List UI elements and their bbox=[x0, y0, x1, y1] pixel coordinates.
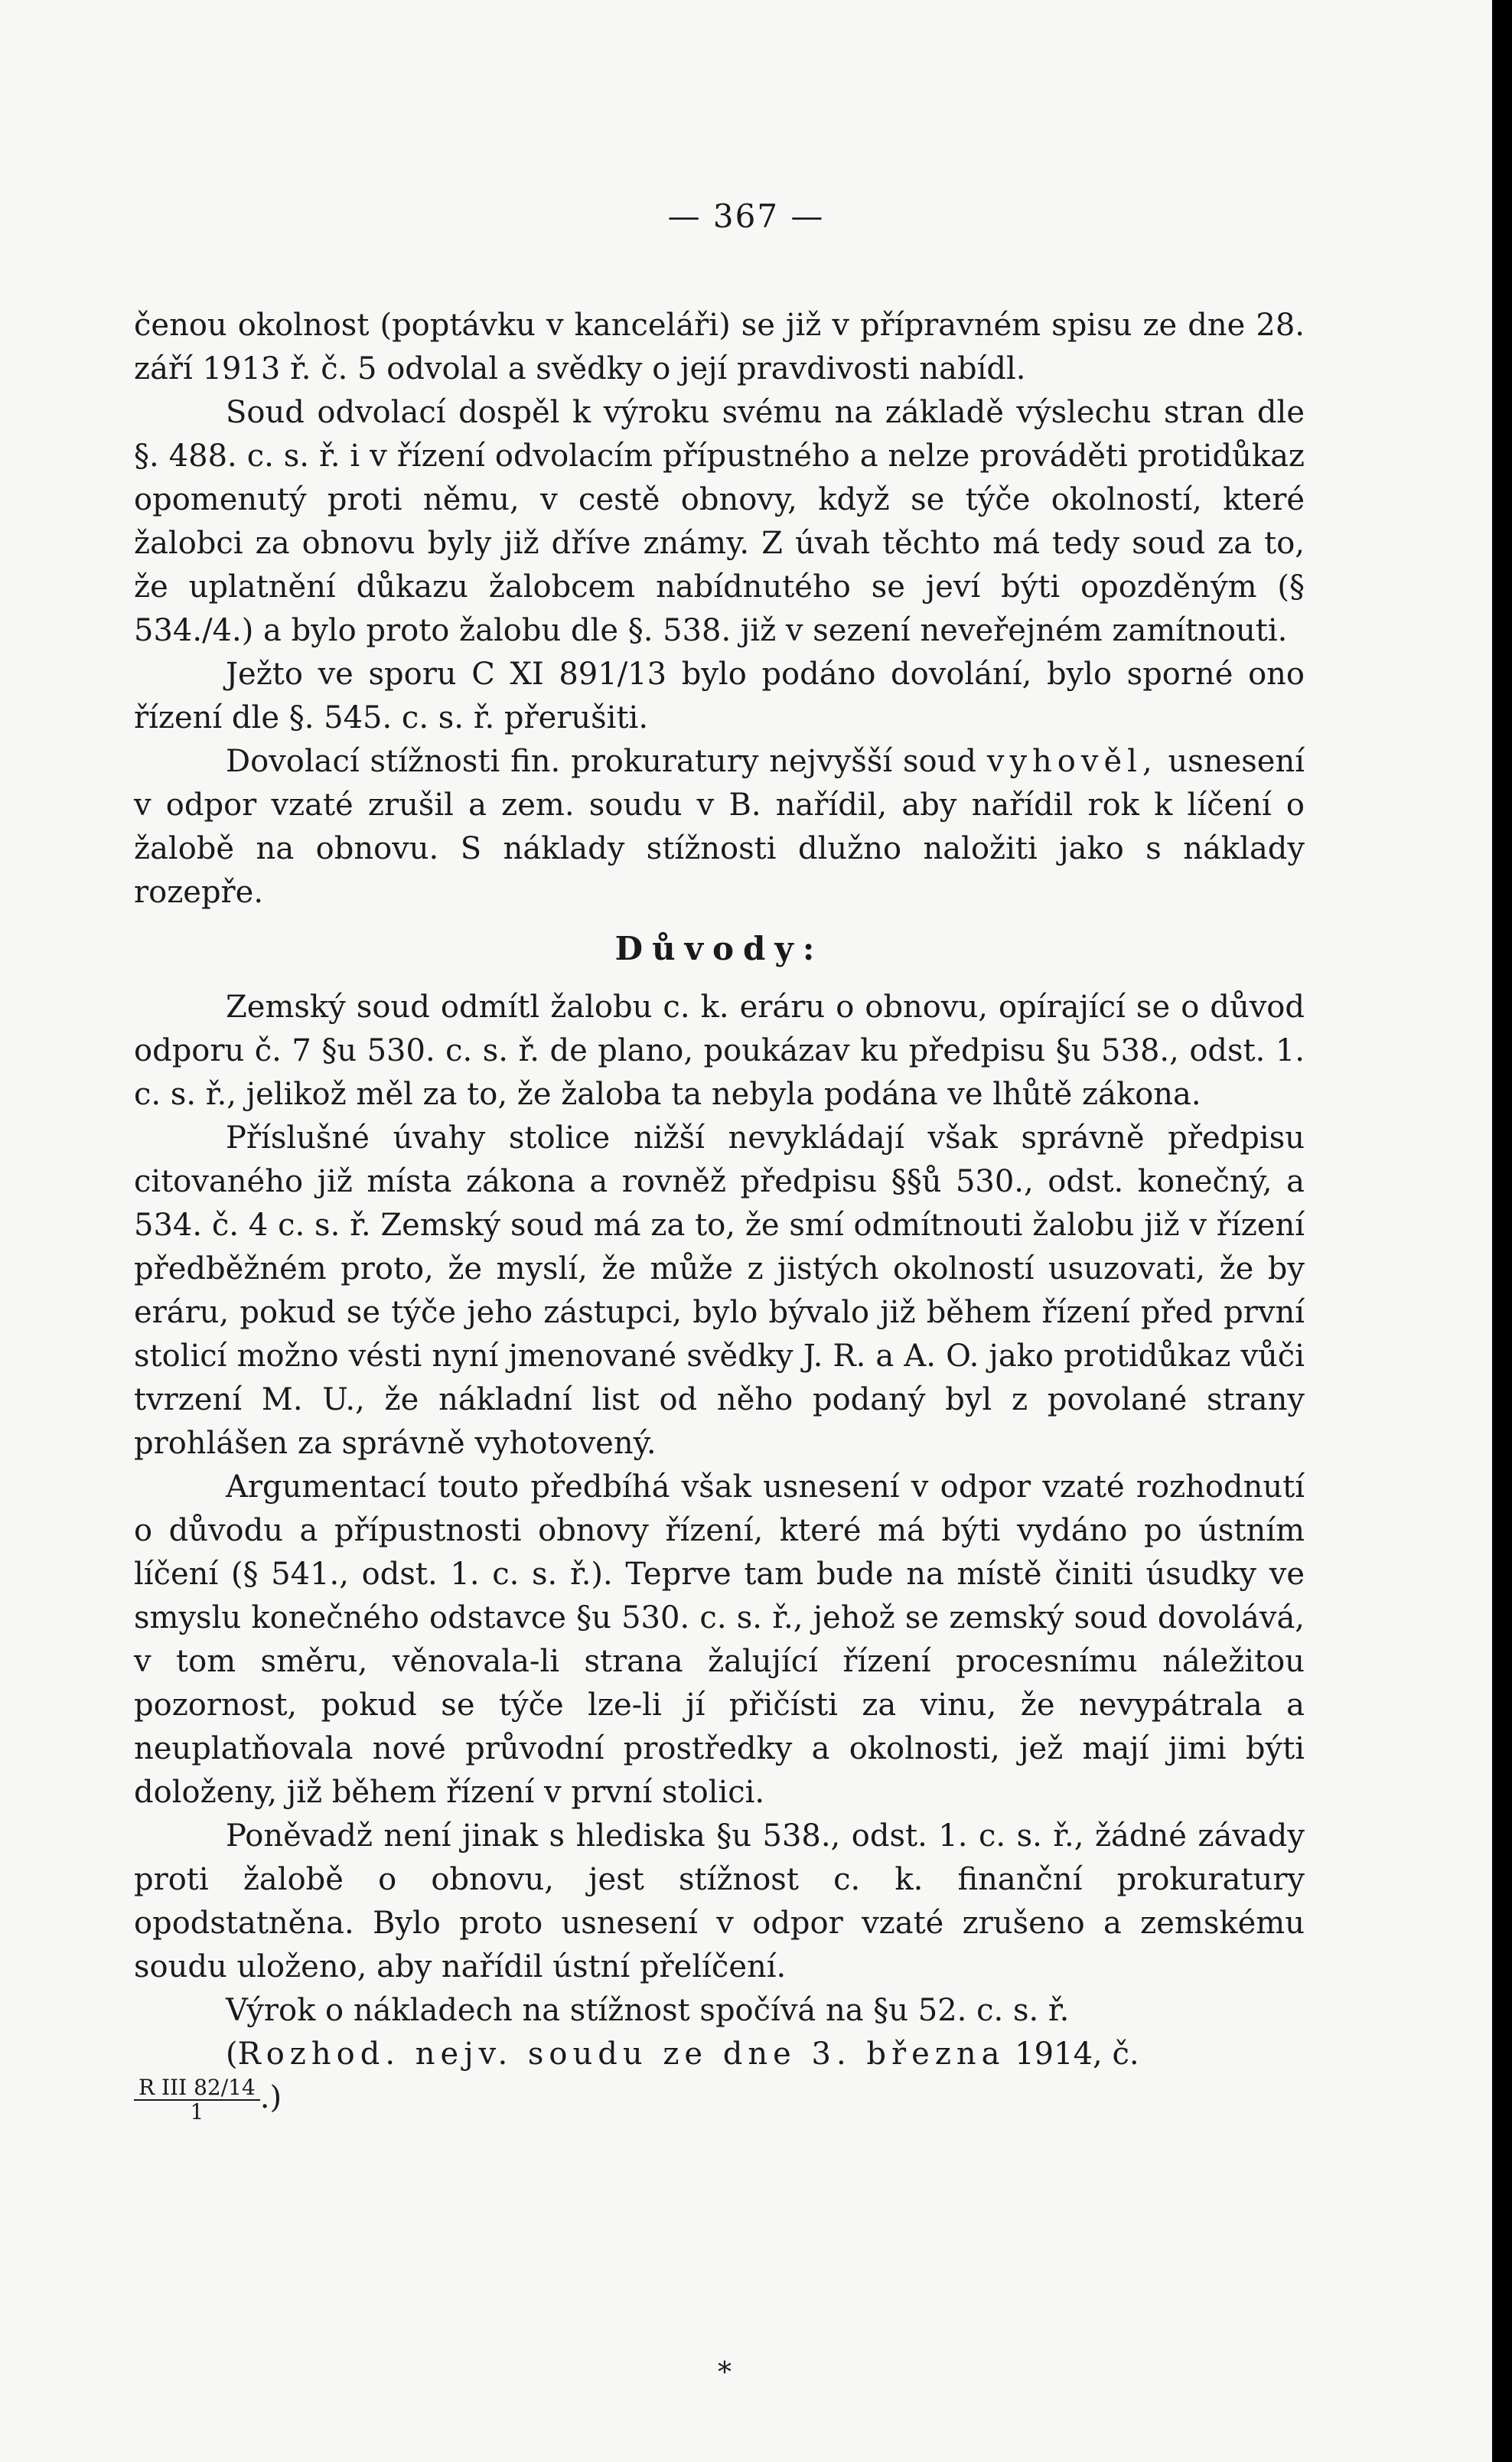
paragraph-4 bbox=[134, 740, 1305, 915]
paragraph-5: Zemský soud odmítl žalobu c. k. eráru o obnovu, opírající se o důvod odporu č. 7 §u 530. c. s. ř. de plano, poukázav ku předpisu §u 538., odst. 1. c. s. ř., jelikož měl za to, že žaloba ta nebyla podána ve lhůtě zákona. bbox=[134, 990, 1305, 1112]
body-text bbox=[134, 304, 1305, 2124]
reference-close: .) bbox=[259, 2080, 282, 2115]
page-number: — 367 — bbox=[667, 197, 825, 235]
paragraph-6: Příslušné úvahy stolice nižší nevykládají však správně předpisu citovaného již místa zákona a rovněž předpisu §§ů 530., odst. konečný, a 534. č. 4 c. s. ř. Zemský soud má za to, že smí odmítnouti žalobu již v řízení předběžném proto, že myslí, že může z jistých okolností usuzovati, že by eráru, pokud se týče jeho zástupci, bylo bývalo již během řízení před první stolicí možno vésti nyní jmenované svědky J. R. a A. O. jako protidůkaz vůči tvrzení M. U., že nákladní list od něho podaný byl z povolané strany prohlášen za správně vyhotovený. bbox=[134, 1120, 1305, 1461]
paragraph-4-start: Dovolací stížnosti fin. prokuratury nejvyšší soud bbox=[226, 744, 976, 779]
paragraph-2: Soud odvolací dospěl k výroku svému na základě výslechu stran dle §. 488. c. s. ř. i v řízení odvolacím přípustného a nelze prováděti protidůkaz opomenutý proti němu, v cestě obnovy, když se týče okolností, které žalobci za obnovu byly již dříve známy. Z úvah těchto má tedy soud za to, že uplatnění důkazu žalobcem nabídnutého se jeví býti opozděným (§ 534./4.) a bylo proto žalobu dle §. 538. již v sezení neveřejném zamítnouti. bbox=[134, 395, 1305, 648]
citation-open: ( bbox=[226, 2036, 238, 2072]
paragraph-7: Argumentací touto předbíhá však usnesení v odpor vzaté rozhodnutí o důvodu a přípustnosti obnovy řízení, které má býti vydáno po ústním líčení (§ 541., odst. 1. c. s. ř.). Teprve tam bude na místě činiti úsudky ve smyslu konečného odstavce §u 530. c. s. ř., jehož se zemský soud dovolává, v tom směru, věnovala-li strana žalující řízení procesnímu náležitou pozornost, pokud se týče lze-li jí přičísti za vinu, že nevypátrala a neuplatňovala nové průvodní prostředky a okolnosti, jež mají jimi býti doloženy, již během řízení v první stolici. bbox=[134, 1469, 1305, 1810]
paragraph-8: Poněvadž není jinak s hlediska §u 538., odst. 1. c. s. ř., žádné závady proti žalobě o obnovu, jest stížnost c. k. finanční prokuratury opodstatněna. Bylo proto usnesení v odpor vzaté zrušeno a zemskému soudu uloženo, aby nařídil ústní přelíčení. bbox=[134, 1818, 1305, 1984]
paragraph-3: Ježto ve sporu C XI 891/13 bylo podáno dovolání, bylo sporné ono řízení dle §. 545. c. s. ř. přerušiti. bbox=[134, 657, 1305, 735]
section-heading: Důvody: bbox=[614, 930, 824, 967]
case-reference-number: R III 82/14 bbox=[134, 2076, 260, 2101]
case-reference bbox=[134, 2076, 260, 2124]
decision-word: vyhověl, bbox=[986, 744, 1158, 779]
paragraph-4-rest: usnesení v odpor vzaté zrušil a zem. soudu v B. nařídil, aby nařídil rok k líčení o žalobě na obnovu. S náklady stížnosti dlužno naložiti jako s náklady rozepře. bbox=[134, 744, 1305, 910]
paragraph-1: čenou okolnost (poptávku v kanceláři) se již v přípravném spisu ze dne 28. září 1913 ř. č. 5 odvolal a svědky o její pravdivosti nabídl. bbox=[134, 308, 1305, 386]
citation-year: 1914, č. bbox=[1015, 2036, 1139, 2072]
citation-court: Rozhod. nejv. soudu ze dne 3. března bbox=[237, 2036, 1005, 2072]
scan-edge bbox=[1492, 0, 1512, 2462]
reference-line bbox=[134, 2076, 1305, 2124]
case-reference-denominator: 1 bbox=[190, 2099, 204, 2124]
paragraph-9: Výrok o nákladech na stížnost spočívá na §u 52. c. s. ř. bbox=[226, 1993, 1070, 2028]
citation-paragraph bbox=[134, 2033, 1305, 2076]
footnote-mark: * bbox=[718, 2357, 732, 2389]
